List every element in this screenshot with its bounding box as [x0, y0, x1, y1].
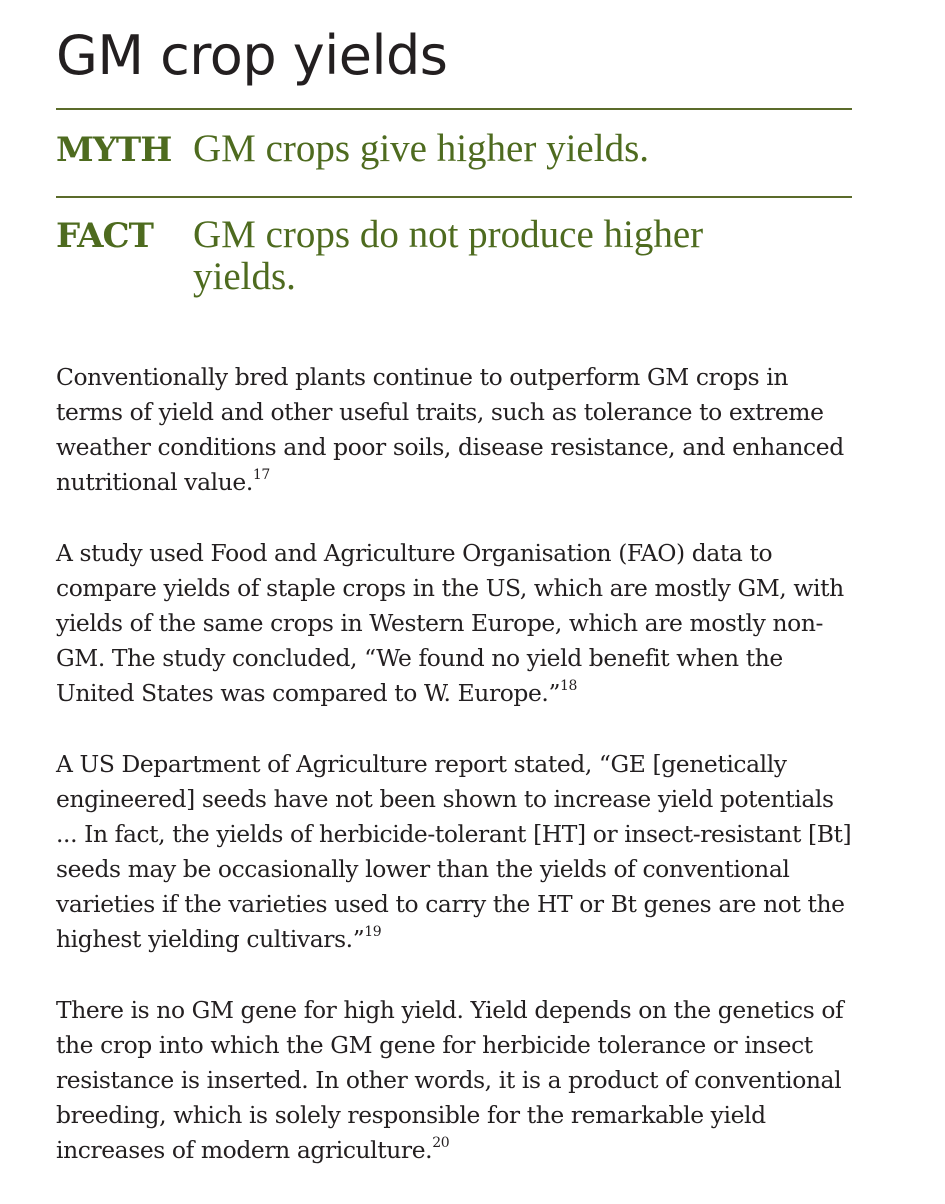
- footnote-ref: 19: [364, 924, 382, 941]
- page-title: GM crop yields: [56, 24, 448, 87]
- myth-label: MYTH: [56, 130, 172, 170]
- paragraph-text: There is no GM gene for high yield. Yield depends on the genetics of the crop into which the GM gene for herbicide tolerance or insect resistance is inserted. In other words, it is a product of conventional breeding, which is solely responsible for the remarkable yield increases of modern agriculture.: [56, 996, 844, 1164]
- paragraph-text: A study used Food and Agriculture Organisation (FAO) data to compare yields of staple crops in the US, which are mostly GM, with yields of the same crops in Western Europe, which are mostly non-GM. The study concluded, “We found no yield benefit when the United States was compared to W. Europe.”: [56, 539, 844, 707]
- paragraph: [56, 993, 852, 1168]
- footnote-ref: 20: [432, 1135, 450, 1152]
- paragraph-text: A US Department of Agriculture report stated, “GE [genetically engineered] seeds have not been shown to increase yield potentials ... In fact, the yields of herbicide-tolerant [HT] or insect-resistant [Bt] seeds may be occasionally lower than the yields of conventional varieties if the varieties used to carry the HT or Bt genes are not the highest yielding cultivars.”: [56, 750, 852, 953]
- fact-label: FACT: [56, 216, 153, 256]
- paragraph: [56, 360, 852, 500]
- myth-statement: GM crops give higher yields.: [193, 127, 650, 170]
- body-text: [56, 360, 852, 1204]
- fact-statement: GM crops do not produce higher yields.: [193, 213, 704, 298]
- divider-middle: [56, 196, 852, 198]
- paragraph: [56, 536, 852, 711]
- footnote-ref: 18: [560, 678, 578, 695]
- footnote-ref: 17: [252, 467, 270, 484]
- divider-top: [56, 108, 852, 110]
- paragraph-text: Conventionally bred plants continue to outperform GM crops in terms of yield and other useful traits, such as tolerance to extreme weather conditions and poor soils, disease resistance, and enhanced nutritional value.: [56, 363, 844, 496]
- paragraph: [56, 747, 852, 957]
